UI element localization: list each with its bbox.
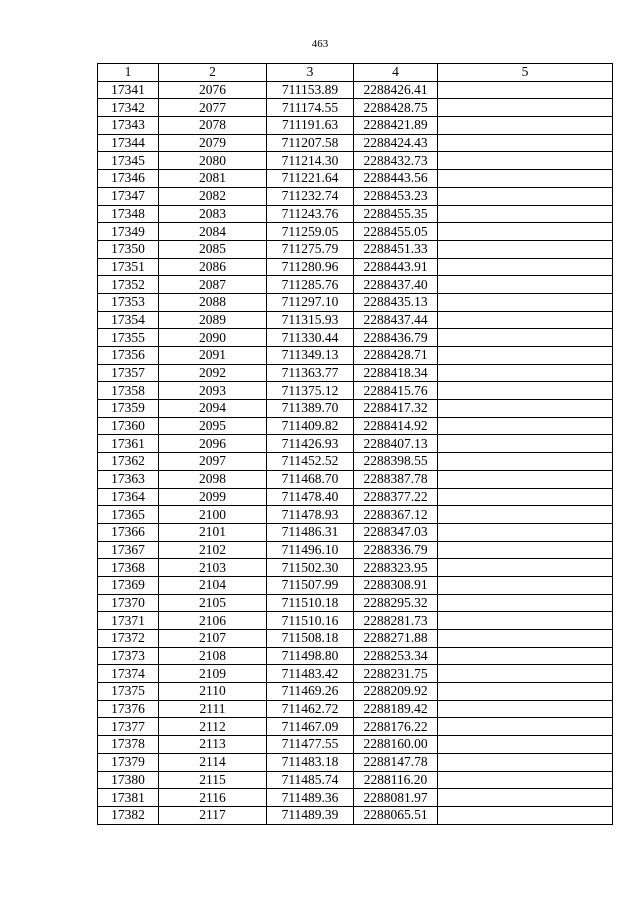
vertex-number-cell: 2084: [159, 223, 267, 241]
point-number-cell: 17380: [98, 771, 159, 789]
vertex-number-cell: 2076: [159, 81, 267, 99]
y-coordinate-cell: 2288428.75: [354, 99, 438, 117]
vertex-number-cell: 2087: [159, 276, 267, 294]
vertex-number-cell: 2085: [159, 240, 267, 258]
note-cell: [438, 223, 613, 241]
y-coordinate-cell: 2288424.43: [354, 134, 438, 152]
x-coordinate-cell: 711409.82: [267, 417, 354, 435]
vertex-number-cell: 2079: [159, 134, 267, 152]
x-coordinate-cell: 711330.44: [267, 329, 354, 347]
y-coordinate-cell: 2288295.32: [354, 594, 438, 612]
note-cell: [438, 276, 613, 294]
table-row: [98, 753, 613, 771]
point-number-cell: 17351: [98, 258, 159, 276]
x-coordinate-cell: 711259.05: [267, 223, 354, 241]
x-coordinate-cell: 711510.18: [267, 594, 354, 612]
point-number-cell: 17345: [98, 152, 159, 170]
point-number-cell: 17341: [98, 81, 159, 99]
vertex-number-cell: 2086: [159, 258, 267, 276]
table-body: [98, 81, 613, 824]
x-coordinate-cell: 711489.36: [267, 789, 354, 807]
vertex-number-cell: 2106: [159, 612, 267, 630]
y-coordinate-cell: 2288065.51: [354, 806, 438, 824]
point-number-cell: 17375: [98, 683, 159, 701]
y-coordinate-cell: 2288281.73: [354, 612, 438, 630]
note-cell: [438, 559, 613, 577]
note-cell: [438, 612, 613, 630]
coordinates-table: [97, 63, 613, 825]
x-coordinate-cell: 711483.18: [267, 753, 354, 771]
point-number-cell: 17381: [98, 789, 159, 807]
note-cell: [438, 258, 613, 276]
table-row: [98, 470, 613, 488]
vertex-number-cell: 2083: [159, 205, 267, 223]
y-coordinate-cell: 2288377.22: [354, 488, 438, 506]
point-number-cell: 17358: [98, 382, 159, 400]
note-cell: [438, 417, 613, 435]
vertex-number-cell: 2116: [159, 789, 267, 807]
table-row: [98, 382, 613, 400]
note-cell: [438, 523, 613, 541]
table-row: [98, 347, 613, 365]
vertex-number-cell: 2111: [159, 700, 267, 718]
vertex-number-cell: 2093: [159, 382, 267, 400]
table-row: [98, 736, 613, 754]
note-cell: [438, 806, 613, 824]
vertex-number-cell: 2114: [159, 753, 267, 771]
point-number-cell: 17348: [98, 205, 159, 223]
x-coordinate-cell: 711280.96: [267, 258, 354, 276]
note-cell: [438, 594, 613, 612]
point-number-cell: 17362: [98, 453, 159, 471]
table-row: [98, 223, 613, 241]
table-row: [98, 789, 613, 807]
table-row: [98, 488, 613, 506]
table-row: [98, 311, 613, 329]
point-number-cell: 17378: [98, 736, 159, 754]
y-coordinate-cell: 2288271.88: [354, 630, 438, 648]
x-coordinate-cell: 711485.74: [267, 771, 354, 789]
table-row: [98, 99, 613, 117]
note-cell: [438, 576, 613, 594]
point-number-cell: 17352: [98, 276, 159, 294]
x-coordinate-cell: 711483.42: [267, 665, 354, 683]
vertex-number-cell: 2109: [159, 665, 267, 683]
column-header-4: 4: [354, 64, 438, 82]
table-row: [98, 329, 613, 347]
point-number-cell: 17359: [98, 400, 159, 418]
table-row: [98, 683, 613, 701]
y-coordinate-cell: 2288415.76: [354, 382, 438, 400]
note-cell: [438, 647, 613, 665]
note-cell: [438, 753, 613, 771]
note-cell: [438, 541, 613, 559]
table-row: [98, 453, 613, 471]
note-cell: [438, 240, 613, 258]
x-coordinate-cell: 711507.99: [267, 576, 354, 594]
point-number-cell: 17361: [98, 435, 159, 453]
x-coordinate-cell: 711297.10: [267, 293, 354, 311]
y-coordinate-cell: 2288387.78: [354, 470, 438, 488]
vertex-number-cell: 2103: [159, 559, 267, 577]
y-coordinate-cell: 2288414.92: [354, 417, 438, 435]
point-number-cell: 17382: [98, 806, 159, 824]
y-coordinate-cell: 2288455.05: [354, 223, 438, 241]
point-number-cell: 17343: [98, 117, 159, 135]
table-row: [98, 81, 613, 99]
vertex-number-cell: 2091: [159, 347, 267, 365]
y-coordinate-cell: 2288435.13: [354, 293, 438, 311]
x-coordinate-cell: 711207.58: [267, 134, 354, 152]
note-cell: [438, 293, 613, 311]
x-coordinate-cell: 711468.70: [267, 470, 354, 488]
y-coordinate-cell: 2288428.71: [354, 347, 438, 365]
y-coordinate-cell: 2288437.40: [354, 276, 438, 294]
table-row: [98, 576, 613, 594]
note-cell: [438, 718, 613, 736]
y-coordinate-cell: 2288209.92: [354, 683, 438, 701]
note-cell: [438, 435, 613, 453]
column-header-5: 5: [438, 64, 613, 82]
y-coordinate-cell: 2288189.42: [354, 700, 438, 718]
note-cell: [438, 771, 613, 789]
note-cell: [438, 470, 613, 488]
vertex-number-cell: 2101: [159, 523, 267, 541]
x-coordinate-cell: 711232.74: [267, 187, 354, 205]
table-row: [98, 152, 613, 170]
y-coordinate-cell: 2288336.79: [354, 541, 438, 559]
vertex-number-cell: 2078: [159, 117, 267, 135]
x-coordinate-cell: 711389.70: [267, 400, 354, 418]
y-coordinate-cell: 2288231.75: [354, 665, 438, 683]
vertex-number-cell: 2117: [159, 806, 267, 824]
table-row: [98, 240, 613, 258]
y-coordinate-cell: 2288426.41: [354, 81, 438, 99]
table-row: [98, 523, 613, 541]
note-cell: [438, 506, 613, 524]
point-number-cell: 17368: [98, 559, 159, 577]
y-coordinate-cell: 2288398.55: [354, 453, 438, 471]
table-row: [98, 541, 613, 559]
x-coordinate-cell: 711478.93: [267, 506, 354, 524]
note-cell: [438, 400, 613, 418]
y-coordinate-cell: 2288443.56: [354, 170, 438, 188]
x-coordinate-cell: 711153.89: [267, 81, 354, 99]
vertex-number-cell: 2100: [159, 506, 267, 524]
note-cell: [438, 81, 613, 99]
y-coordinate-cell: 2288451.33: [354, 240, 438, 258]
y-coordinate-cell: 2288443.91: [354, 258, 438, 276]
table-row: [98, 559, 613, 577]
x-coordinate-cell: 711467.09: [267, 718, 354, 736]
table-row: [98, 612, 613, 630]
vertex-number-cell: 2081: [159, 170, 267, 188]
note-cell: [438, 311, 613, 329]
point-number-cell: 17377: [98, 718, 159, 736]
x-coordinate-cell: 711349.13: [267, 347, 354, 365]
note-cell: [438, 736, 613, 754]
x-coordinate-cell: 711221.64: [267, 170, 354, 188]
y-coordinate-cell: 2288436.79: [354, 329, 438, 347]
vertex-number-cell: 2097: [159, 453, 267, 471]
y-coordinate-cell: 2288417.32: [354, 400, 438, 418]
vertex-number-cell: 2080: [159, 152, 267, 170]
note-cell: [438, 453, 613, 471]
x-coordinate-cell: 711502.30: [267, 559, 354, 577]
y-coordinate-cell: 2288418.34: [354, 364, 438, 382]
note-cell: [438, 683, 613, 701]
note-cell: [438, 347, 613, 365]
x-coordinate-cell: 711375.12: [267, 382, 354, 400]
y-coordinate-cell: 2288160.00: [354, 736, 438, 754]
vertex-number-cell: 2092: [159, 364, 267, 382]
table-row: [98, 506, 613, 524]
x-coordinate-cell: 711462.72: [267, 700, 354, 718]
table-row: [98, 134, 613, 152]
note-cell: [438, 665, 613, 683]
point-number-cell: 17374: [98, 665, 159, 683]
point-number-cell: 17349: [98, 223, 159, 241]
table-row: [98, 771, 613, 789]
vertex-number-cell: 2077: [159, 99, 267, 117]
note-cell: [438, 152, 613, 170]
y-coordinate-cell: 2288347.03: [354, 523, 438, 541]
x-coordinate-cell: 711426.93: [267, 435, 354, 453]
point-number-cell: 17366: [98, 523, 159, 541]
vertex-number-cell: 2089: [159, 311, 267, 329]
table-row: [98, 276, 613, 294]
point-number-cell: 17357: [98, 364, 159, 382]
x-coordinate-cell: 711510.16: [267, 612, 354, 630]
table-row: [98, 594, 613, 612]
vertex-number-cell: 2102: [159, 541, 267, 559]
table-row: [98, 364, 613, 382]
vertex-number-cell: 2095: [159, 417, 267, 435]
y-coordinate-cell: 2288421.89: [354, 117, 438, 135]
note-cell: [438, 630, 613, 648]
point-number-cell: 17363: [98, 470, 159, 488]
x-coordinate-cell: 711496.10: [267, 541, 354, 559]
table-row: [98, 435, 613, 453]
point-number-cell: 17379: [98, 753, 159, 771]
x-coordinate-cell: 711477.55: [267, 736, 354, 754]
point-number-cell: 17360: [98, 417, 159, 435]
point-number-cell: 17370: [98, 594, 159, 612]
table-row: [98, 630, 613, 648]
table-row: [98, 806, 613, 824]
x-coordinate-cell: 711486.31: [267, 523, 354, 541]
vertex-number-cell: 2112: [159, 718, 267, 736]
vertex-number-cell: 2104: [159, 576, 267, 594]
vertex-number-cell: 2099: [159, 488, 267, 506]
y-coordinate-cell: 2288147.78: [354, 753, 438, 771]
point-number-cell: 17372: [98, 630, 159, 648]
note-cell: [438, 99, 613, 117]
point-number-cell: 17356: [98, 347, 159, 365]
y-coordinate-cell: 2288455.35: [354, 205, 438, 223]
table-row: [98, 700, 613, 718]
page-number: 463: [311, 38, 329, 50]
note-cell: [438, 117, 613, 135]
vertex-number-cell: 2088: [159, 293, 267, 311]
vertex-number-cell: 2082: [159, 187, 267, 205]
table-row: [98, 400, 613, 418]
note-cell: [438, 329, 613, 347]
vertex-number-cell: 2110: [159, 683, 267, 701]
y-coordinate-cell: 2288176.22: [354, 718, 438, 736]
point-number-cell: 17346: [98, 170, 159, 188]
x-coordinate-cell: 711174.55: [267, 99, 354, 117]
x-coordinate-cell: 711469.26: [267, 683, 354, 701]
table-header-row: [98, 64, 613, 82]
y-coordinate-cell: 2288081.97: [354, 789, 438, 807]
vertex-number-cell: 2107: [159, 630, 267, 648]
table-row: [98, 187, 613, 205]
note-cell: [438, 382, 613, 400]
table-row: [98, 170, 613, 188]
note-cell: [438, 205, 613, 223]
y-coordinate-cell: 2288308.91: [354, 576, 438, 594]
vertex-number-cell: 2090: [159, 329, 267, 347]
y-coordinate-cell: 2288453.23: [354, 187, 438, 205]
note-cell: [438, 488, 613, 506]
column-header-2: 2: [159, 64, 267, 82]
point-number-cell: 17367: [98, 541, 159, 559]
table-row: [98, 205, 613, 223]
column-header-1: 1: [98, 64, 159, 82]
x-coordinate-cell: 711489.39: [267, 806, 354, 824]
y-coordinate-cell: 2288253.34: [354, 647, 438, 665]
point-number-cell: 17369: [98, 576, 159, 594]
point-number-cell: 17376: [98, 700, 159, 718]
point-number-cell: 17347: [98, 187, 159, 205]
x-coordinate-cell: 711243.76: [267, 205, 354, 223]
vertex-number-cell: 2108: [159, 647, 267, 665]
note-cell: [438, 170, 613, 188]
point-number-cell: 17354: [98, 311, 159, 329]
table-row: [98, 665, 613, 683]
point-number-cell: 17371: [98, 612, 159, 630]
vertex-number-cell: 2105: [159, 594, 267, 612]
x-coordinate-cell: 711285.76: [267, 276, 354, 294]
x-coordinate-cell: 711478.40: [267, 488, 354, 506]
point-number-cell: 17365: [98, 506, 159, 524]
x-coordinate-cell: 711452.52: [267, 453, 354, 471]
column-header-3: 3: [267, 64, 354, 82]
table-row: [98, 647, 613, 665]
table-row: [98, 718, 613, 736]
point-number-cell: 17344: [98, 134, 159, 152]
point-number-cell: 17353: [98, 293, 159, 311]
vertex-number-cell: 2096: [159, 435, 267, 453]
vertex-number-cell: 2113: [159, 736, 267, 754]
point-number-cell: 17355: [98, 329, 159, 347]
table-row: [98, 293, 613, 311]
y-coordinate-cell: 2288323.95: [354, 559, 438, 577]
vertex-number-cell: 2094: [159, 400, 267, 418]
y-coordinate-cell: 2288437.44: [354, 311, 438, 329]
vertex-number-cell: 2098: [159, 470, 267, 488]
point-number-cell: 17342: [98, 99, 159, 117]
table-row: [98, 258, 613, 276]
x-coordinate-cell: 711214.30: [267, 152, 354, 170]
note-cell: [438, 789, 613, 807]
note-cell: [438, 187, 613, 205]
x-coordinate-cell: 711275.79: [267, 240, 354, 258]
note-cell: [438, 364, 613, 382]
note-cell: [438, 700, 613, 718]
note-cell: [438, 134, 613, 152]
y-coordinate-cell: 2288407.13: [354, 435, 438, 453]
y-coordinate-cell: 2288432.73: [354, 152, 438, 170]
point-number-cell: 17350: [98, 240, 159, 258]
point-number-cell: 17364: [98, 488, 159, 506]
y-coordinate-cell: 2288116.20: [354, 771, 438, 789]
x-coordinate-cell: 711498.80: [267, 647, 354, 665]
table-row: [98, 417, 613, 435]
x-coordinate-cell: 711191.63: [267, 117, 354, 135]
x-coordinate-cell: 711508.18: [267, 630, 354, 648]
point-number-cell: 17373: [98, 647, 159, 665]
y-coordinate-cell: 2288367.12: [354, 506, 438, 524]
vertex-number-cell: 2115: [159, 771, 267, 789]
x-coordinate-cell: 711363.77: [267, 364, 354, 382]
table-row: [98, 117, 613, 135]
x-coordinate-cell: 711315.93: [267, 311, 354, 329]
